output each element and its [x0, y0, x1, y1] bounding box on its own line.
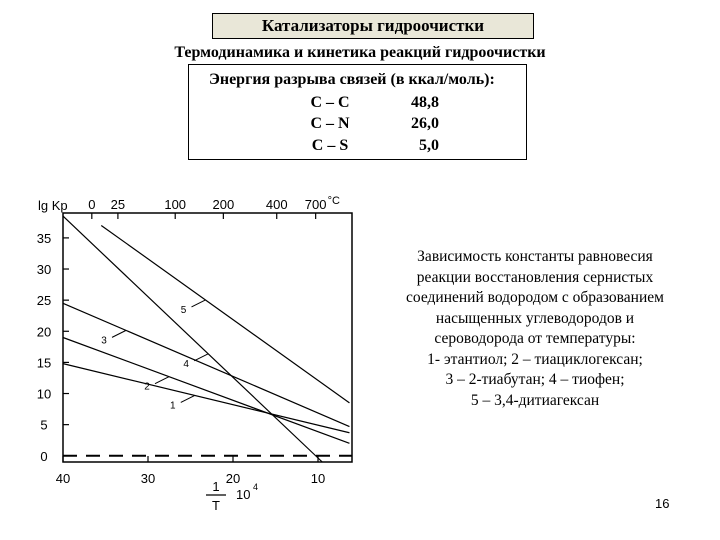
- top-tick-label: 0: [88, 197, 96, 212]
- x-label-denominator: T: [212, 498, 220, 513]
- y-tick-label: 15: [36, 355, 52, 371]
- x-tick-label: 40: [55, 471, 71, 486]
- series-line-2: [63, 338, 349, 444]
- series-label-5: 5: [180, 304, 187, 316]
- y-tick-label: 10: [36, 386, 52, 402]
- series-label-3: 3: [101, 335, 107, 347]
- caption-line: сероводорода от температуры:: [434, 330, 636, 347]
- x-label-numerator: 1: [212, 479, 220, 494]
- series-label-leader: [194, 354, 208, 361]
- bond-value-cn: 26,0: [411, 115, 439, 132]
- caption-line: 1- этантиол; 2 – тиациклогексан;: [427, 350, 643, 368]
- y-tick-label: 0: [40, 448, 48, 464]
- top-tick-label: 400: [265, 197, 288, 212]
- series-label-2: 2: [144, 381, 150, 393]
- top-axis-unit: °C: [327, 195, 340, 207]
- top-tick-label: 100: [164, 197, 187, 212]
- chart-ticks: [37, 197, 327, 486]
- y-tick-label: 5: [40, 417, 48, 433]
- bond-name-cn: С – N: [310, 115, 350, 132]
- series-line-5: [101, 225, 349, 402]
- y-tick-label: 35: [36, 230, 52, 246]
- series-line-3: [63, 303, 349, 426]
- caption-line: насыщенных углеводородов и: [435, 309, 635, 327]
- bond-name-cc: С – С: [310, 94, 350, 111]
- series-label-leader: [112, 330, 126, 337]
- series-line-1: [63, 364, 349, 433]
- x-tick-label: 10: [310, 471, 326, 486]
- y-tick-label: 25: [36, 293, 52, 309]
- slide-subtitle: Термодинамика и кинетика реакций гидроочистки: [174, 44, 546, 61]
- y-tick-label: 20: [36, 324, 52, 340]
- x-tick-label: 30: [140, 471, 156, 486]
- series-label-leader: [181, 395, 195, 402]
- x-tick-label: 20: [225, 471, 241, 486]
- slide-title: Катализаторы гидроочистки: [212, 13, 534, 39]
- top-tick-label: 700: [304, 197, 327, 212]
- series-label-1: 1: [169, 400, 176, 412]
- caption-line: соединений водородом с образованием: [406, 289, 664, 306]
- y-tick-label: 30: [36, 262, 52, 278]
- series-label-leader: [191, 300, 205, 307]
- figure-caption: [385, 247, 685, 411]
- y-axis-label: lg Kp: [38, 198, 68, 213]
- caption-line: 3 – 2-тиабутан; 4 – тиофен;: [445, 371, 625, 388]
- x-label-exponent: 4: [253, 482, 259, 492]
- x-label-factor: 10: [236, 487, 251, 502]
- bond-name-cs: С – S: [311, 137, 349, 154]
- bond-value-cc: 48,8: [411, 94, 439, 111]
- top-tick-label: 25: [110, 197, 126, 212]
- caption-line: Зависимость константы равновесия: [417, 248, 653, 265]
- series-label-leader: [155, 377, 169, 384]
- caption-line: реакции восстановления сернистых: [416, 268, 654, 286]
- bond-value-cs: 5,0: [419, 137, 439, 154]
- caption-line: 5 – 3,4-дитиагексан: [470, 391, 600, 409]
- bond-energy-title: Энергия разрыва связей (в ккал/моль):: [209, 71, 495, 88]
- series-label-4: 4: [183, 358, 189, 370]
- top-tick-label: 200: [212, 197, 235, 212]
- page-number: 16: [655, 496, 670, 511]
- chart-lines: [63, 216, 352, 462]
